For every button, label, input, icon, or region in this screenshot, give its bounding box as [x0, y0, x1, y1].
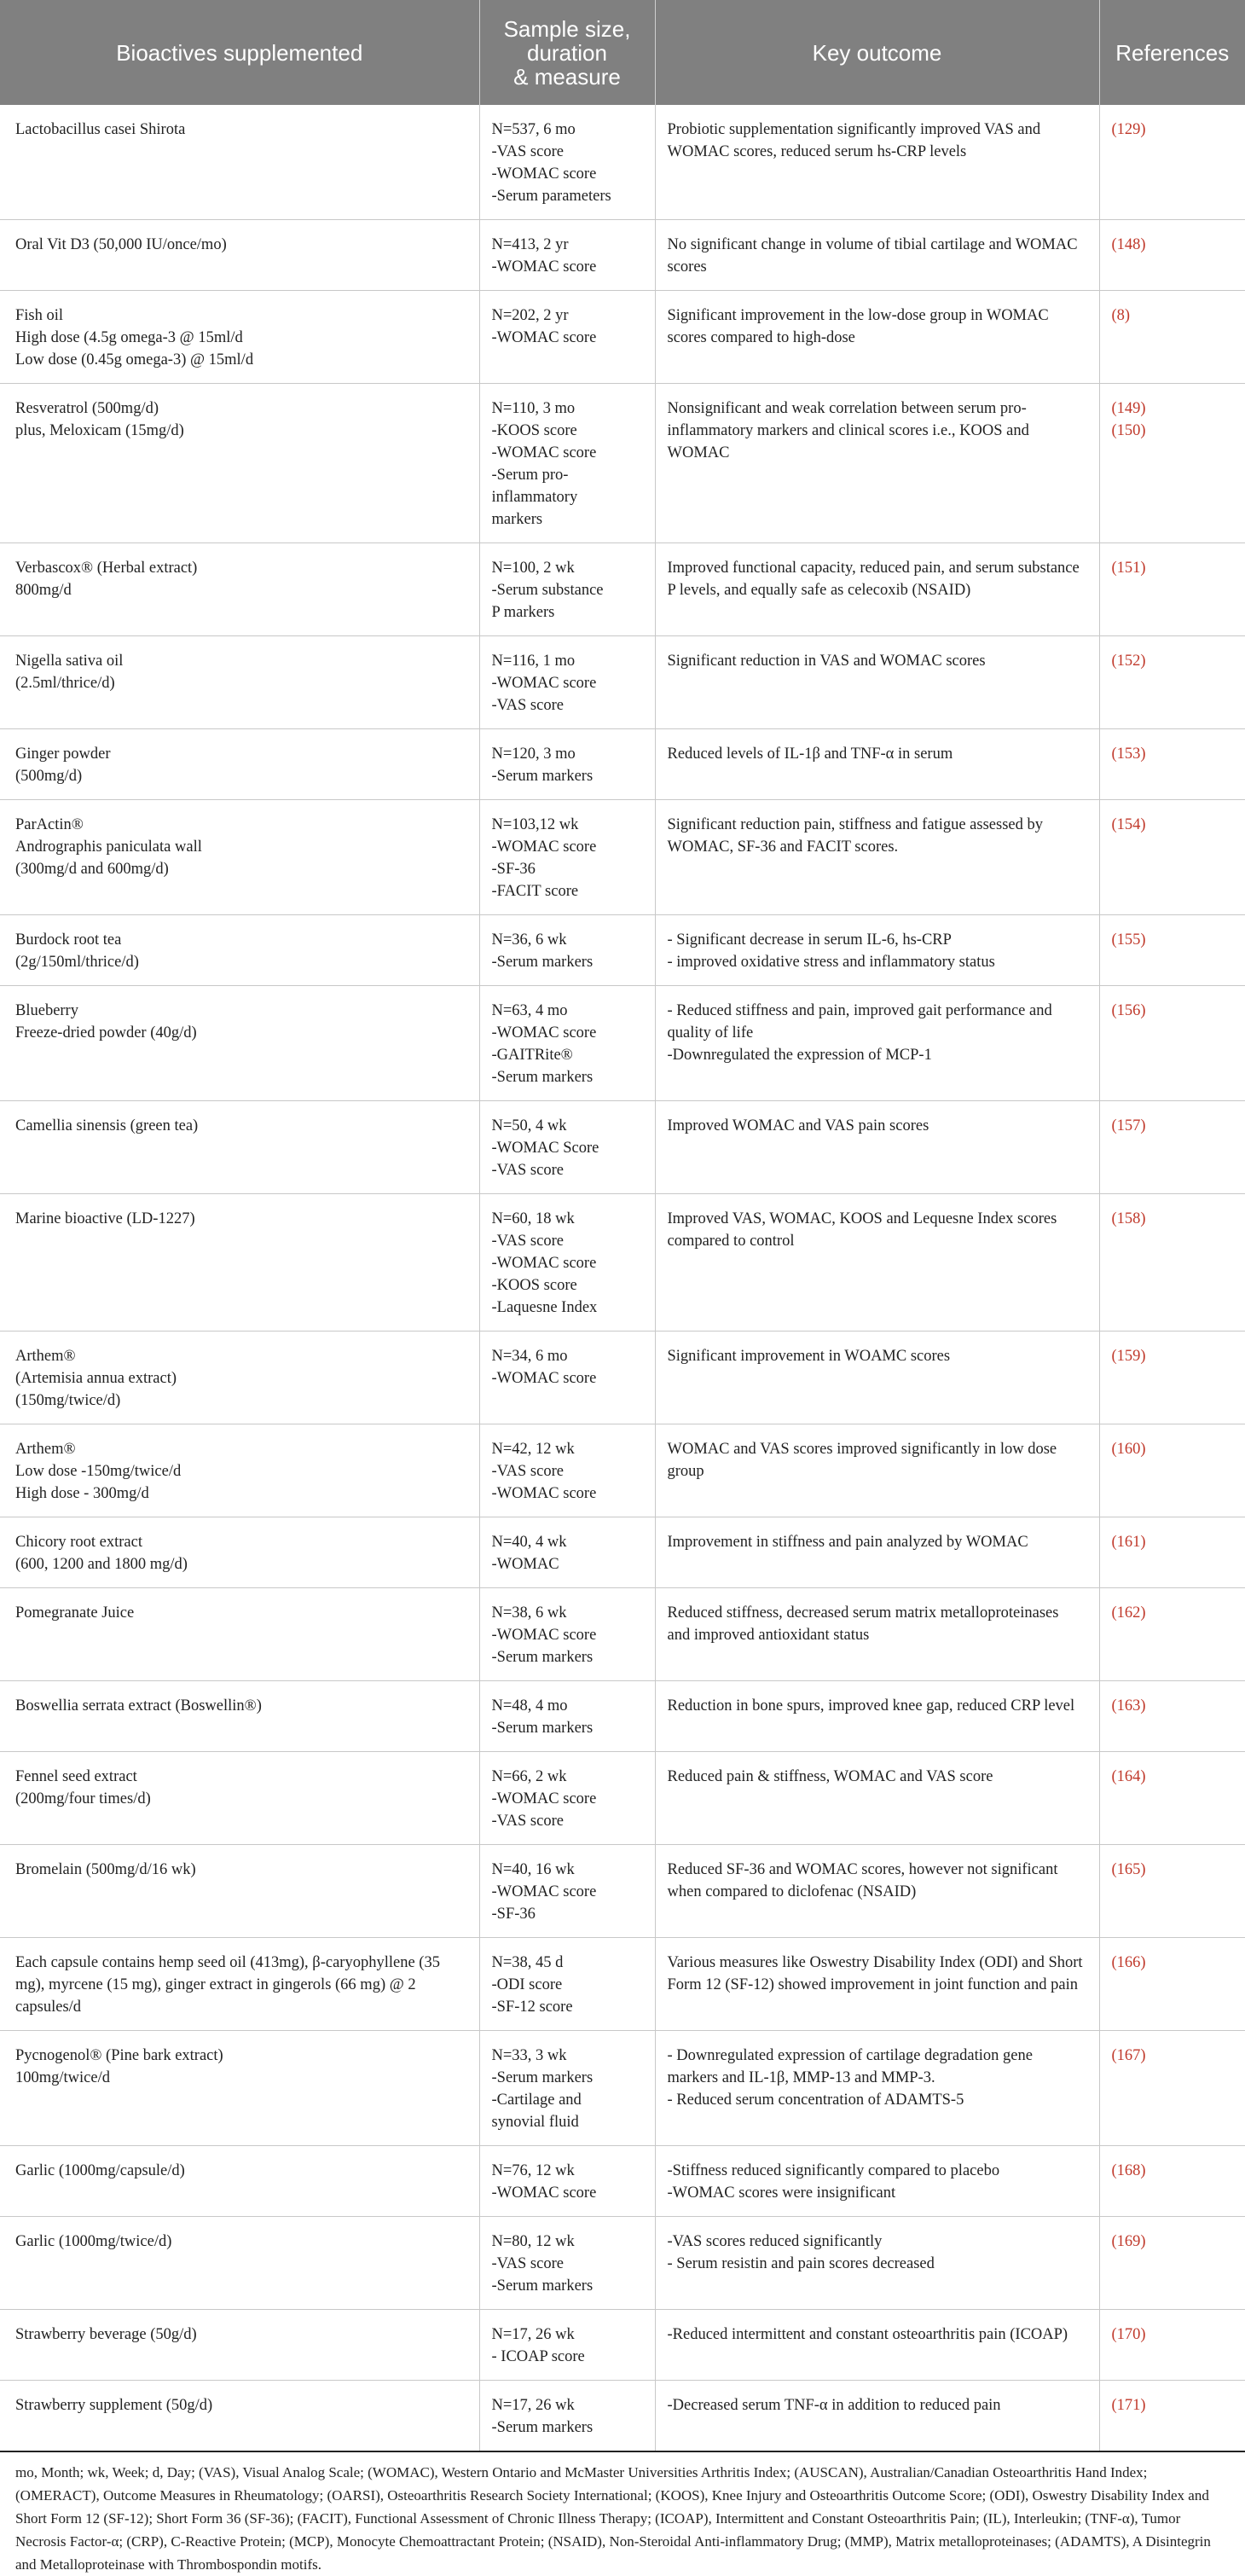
table-row [0, 2217, 1245, 2310]
table-row [0, 1752, 1245, 1845]
table-row [0, 384, 1245, 543]
outcome-cell: Reduced levels of IL-1β and TNF-α in serum [655, 729, 1099, 800]
outcome-cell: -VAS scores reduced significantly - Serum resistin and pain scores decreased [655, 2217, 1099, 2310]
sample-cell: N=50, 4 wk -WOMAC Score -VAS score [479, 1101, 655, 1194]
reference-link[interactable]: (161) [1099, 1517, 1245, 1588]
reference-link[interactable]: (168) [1099, 2146, 1245, 2217]
bioactive-cell: Each capsule contains hemp seed oil (413mg), β-caryophyllene (35 mg), myrcene (15 mg), ginger extract in gingerols (66 mg) @ 2 capsules/d [0, 1938, 479, 2031]
header-key-outcome: Key outcome [655, 0, 1099, 105]
outcome-cell: Nonsignificant and weak correlation between serum pro-inflammatory markers and clinical scores i.e., KOOS and WOMAC [655, 384, 1099, 543]
sample-cell: N=42, 12 wk -VAS score -WOMAC score [479, 1424, 655, 1517]
table-row [0, 729, 1245, 800]
sample-cell: N=36, 6 wk -Serum markers [479, 915, 655, 986]
bioactive-cell: Marine bioactive (LD-1227) [0, 1194, 479, 1332]
reference-link[interactable]: (152) [1099, 636, 1245, 729]
bioactive-cell: Garlic (1000mg/capsule/d) [0, 2146, 479, 2217]
bioactive-cell: Garlic (1000mg/twice/d) [0, 2217, 479, 2310]
table-body [0, 105, 1245, 2451]
bioactive-cell: Oral Vit D3 (50,000 IU/once/mo) [0, 220, 479, 291]
reference-link[interactable]: (169) [1099, 2217, 1245, 2310]
reference-link[interactable]: (162) [1099, 1588, 1245, 1681]
outcome-cell: - Significant decrease in serum IL-6, hs-CRP - improved oxidative stress and inflammatory status [655, 915, 1099, 986]
bioactive-cell: Pomegranate Juice [0, 1588, 479, 1681]
table-row [0, 543, 1245, 636]
sample-cell: N=202, 2 yr -WOMAC score [479, 291, 655, 384]
outcome-cell: - Downregulated expression of cartilage degradation gene markers and IL-1β, MMP-13 and MMP-3. - Reduced serum concentration of ADAMTS-5 [655, 2031, 1099, 2146]
outcome-cell: -Stiffness reduced significantly compared to placebo -WOMAC scores were insignificant [655, 2146, 1099, 2217]
bioactive-cell: Arthem® (Artemisia annua extract) (150mg/twice/d) [0, 1332, 479, 1424]
reference-link[interactable]: (129) [1111, 121, 1146, 138]
bioactive-cell: Nigella sativa oil (2.5ml/thrice/d) [0, 636, 479, 729]
sample-cell: N=537, 6 mo -VAS score -WOMAC score -Serum parameters [479, 105, 655, 220]
table-row [0, 1332, 1245, 1424]
sample-cell: N=116, 1 mo -WOMAC score -VAS score [479, 636, 655, 729]
table-row [0, 915, 1245, 986]
bioactive-cell: ParActin® Andrographis paniculata wall (300mg/d and 600mg/d) [0, 800, 479, 915]
reference-link[interactable]: (156) [1099, 986, 1245, 1101]
reference-link[interactable]: (160) [1099, 1424, 1245, 1517]
table-row [0, 2146, 1245, 2217]
outcome-cell: Reduced SF-36 and WOMAC scores, however not significant when compared to diclofenac (NSAID) [655, 1845, 1099, 1938]
reference-link[interactable]: (148) [1099, 220, 1245, 291]
outcome-cell: WOMAC and VAS scores improved significantly in low dose group [655, 1424, 1099, 1517]
table-row [0, 105, 1245, 220]
table-row [0, 2031, 1245, 2146]
bioactive-cell: Verbascox® (Herbal extract) 800mg/d [0, 543, 479, 636]
reference-link[interactable]: (171) [1099, 2381, 1245, 2452]
outcome-cell: Various measures like Oswestry Disability Index (ODI) and Short Form 12 (SF-12) showed improvement in joint function and pain [655, 1938, 1099, 2031]
outcome-cell: Improved VAS, WOMAC, KOOS and Lequesne Index scores compared to control [655, 1194, 1099, 1332]
sample-cell: N=413, 2 yr -WOMAC score [479, 220, 655, 291]
sample-cell: N=80, 12 wk -VAS score -Serum markers [479, 2217, 655, 2310]
header-sample-size: Sample size, duration & measure [479, 0, 655, 105]
outcome-cell: -Decreased serum TNF-α in addition to reduced pain [655, 2381, 1099, 2452]
outcome-cell: Improved functional capacity, reduced pain, and serum substance P levels, and equally safe as celecoxib (NSAID) [655, 543, 1099, 636]
outcome-cell: No significant change in volume of tibial cartilage and WOMAC scores [655, 220, 1099, 291]
bioactive-cell: Resveratrol (500mg/d) plus, Meloxicam (15mg/d) [0, 384, 479, 543]
bioactive-cell: Chicory root extract (600, 1200 and 1800 mg/d) [0, 1517, 479, 1588]
bioactive-cell: Bromelain (500mg/d/16 wk) [0, 1845, 479, 1938]
bioactive-cell: Pycnogenol® (Pine bark extract) 100mg/twice/d [0, 2031, 479, 2146]
bioactive-cell: Arthem® Low dose -150mg/twice/d High dose - 300mg/d [0, 1424, 479, 1517]
outcome-cell: Improved WOMAC and VAS pain scores [655, 1101, 1099, 1194]
sample-cell: N=66, 2 wk -WOMAC score -VAS score [479, 1752, 655, 1845]
table-row [0, 1517, 1245, 1588]
table-row [0, 291, 1245, 384]
table-row [0, 2381, 1245, 2452]
bioactive-cell: Camellia sinensis (green tea) [0, 1101, 479, 1194]
outcome-cell: Significant reduction pain, stiffness and fatigue assessed by WOMAC, SF-36 and FACIT scores. [655, 800, 1099, 915]
sample-cell: N=17, 26 wk -Serum markers [479, 2381, 655, 2452]
sample-cell: N=63, 4 mo -WOMAC score -GAITRite® -Serum markers [479, 986, 655, 1101]
reference-link[interactable]: (165) [1099, 1845, 1245, 1938]
outcome-cell: - Reduced stiffness and pain, improved gait performance and quality of life -Downregulated the expression of MCP-1 [655, 986, 1099, 1101]
sample-cell: N=103,12 wk -WOMAC score -SF-36 -FACIT score [479, 800, 655, 915]
table-row [0, 220, 1245, 291]
reference-link[interactable]: (149) (150) [1099, 384, 1245, 543]
sample-cell: N=33, 3 wk -Serum markers -Cartilage and synovial fluid [479, 2031, 655, 2146]
header-references: References [1099, 0, 1245, 105]
outcome-cell: Probiotic supplementation significantly improved VAS and WOMAC scores, reduced serum hs-CRP levels [655, 105, 1099, 220]
table-row [0, 986, 1245, 1101]
bioactive-cell: Burdock root tea (2g/150ml/thrice/d) [0, 915, 479, 986]
outcome-cell: Reduced stiffness, decreased serum matrix metalloproteinases and improved antioxidant status [655, 1588, 1099, 1681]
table-row [0, 800, 1245, 915]
reference-link[interactable]: (170) [1099, 2310, 1245, 2381]
outcome-cell: Reduced pain & stiffness, WOMAC and VAS score [655, 1752, 1099, 1845]
reference-link[interactable]: (166) [1099, 1938, 1245, 2031]
sample-cell: N=76, 12 wk -WOMAC score [479, 2146, 655, 2217]
reference-link[interactable]: (159) [1099, 1332, 1245, 1424]
outcome-cell: Significant improvement in WOAMC scores [655, 1332, 1099, 1424]
table-row [0, 2310, 1245, 2381]
bioactive-cell: Lactobacillus casei Shirota [0, 105, 479, 220]
table-row [0, 1681, 1245, 1752]
bioactive-cell: Strawberry beverage (50g/d) [0, 2310, 479, 2381]
table-row [0, 1938, 1245, 2031]
sample-cell: N=60, 18 wk -VAS score -WOMAC score -KOOS score -Laquesne Index [479, 1194, 655, 1332]
sample-cell: N=40, 4 wk -WOMAC [479, 1517, 655, 1588]
reference-link[interactable]: (164) [1099, 1752, 1245, 1845]
table-header [0, 0, 1245, 105]
table-row [0, 1845, 1245, 1938]
reference-link[interactable]: (8) [1099, 291, 1245, 384]
table-row [0, 1588, 1245, 1681]
sample-cell: N=48, 4 mo -Serum markers [479, 1681, 655, 1752]
outcome-cell: Significant reduction in VAS and WOMAC scores [655, 636, 1099, 729]
bioactive-cell: Fennel seed extract (200mg/four times/d) [0, 1752, 479, 1845]
bioactive-cell: Strawberry supplement (50g/d) [0, 2381, 479, 2452]
reference-link[interactable]: (157) [1099, 1101, 1245, 1194]
sample-cell: N=38, 6 wk -WOMAC score -Serum markers [479, 1588, 655, 1681]
reference-link[interactable]: (158) [1099, 1194, 1245, 1332]
header-bioactives: Bioactives supplemented [0, 0, 479, 105]
sample-cell: N=40, 16 wk -WOMAC score -SF-36 [479, 1845, 655, 1938]
reference-link[interactable]: (163) [1099, 1681, 1245, 1752]
table-footnote: mo, Month; wk, Week; d, Day; (VAS), Visual Analog Scale; (WOMAC), Western Ontario and McMaster Universities Arthritis Index; (AUSCAN), Australian/Canadian Osteoarthritis Hand Index; (OMERACT), Outcome Measures in Rheumatology; (OARSI), Osteoarthritis Research Society International; (KOOS), Knee Injury and Osteoarthritis Outcome Score; (ODI), Oswestry Disability Index and Short Form 12 (SF-12); Short Form 36 (SF-36); (FACIT), Functional Assessment of Chronic Illness Therapy; (ICOAP), Intermittent and Constant Osteoarthritis Pain; (IL), Interleukin; (TNF-α), Tumor Necrosis Factor-α; (CRP), C-Reactive Protein; (MCP), Monocyte Chemoattractant Protein; (NSAID), Non-Steroidal Anti-inflammatory Drug; (MMP), Matrix metalloproteinases; (ADAMTS), A Disintegrin and Metalloproteinase with Thrombospondin motifs. [15, 2464, 1211, 2573]
sample-cell: N=17, 26 wk - ICOAP score [479, 2310, 655, 2381]
outcome-cell: -Reduced intermittent and constant osteoarthritis pain (ICOAP) [655, 2310, 1099, 2381]
sample-cell: N=34, 6 mo -WOMAC score [479, 1332, 655, 1424]
reference-link[interactable]: (154) [1099, 800, 1245, 915]
outcome-cell: Improvement in stiffness and pain analyzed by WOMAC [655, 1517, 1099, 1588]
table-row [0, 1194, 1245, 1332]
sample-cell: N=100, 2 wk -Serum substance P markers [479, 543, 655, 636]
bioactive-cell: Blueberry Freeze-dried powder (40g/d) [0, 986, 479, 1101]
sample-cell: N=110, 3 mo -KOOS score -WOMAC score -Serum pro- inflammatory markers [479, 384, 655, 543]
reference-link[interactable]: (153) [1099, 729, 1245, 800]
reference-link[interactable]: (151) [1099, 543, 1245, 636]
outcome-cell: Significant improvement in the low-dose group in WOMAC scores compared to high-dose [655, 291, 1099, 384]
bioactive-cell: Fish oil High dose (4.5g omega-3 @ 15ml/d Low dose (0.45g omega-3) @ 15ml/d [0, 291, 479, 384]
sample-cell: N=120, 3 mo -Serum markers [479, 729, 655, 800]
reference-link[interactable]: (167) [1099, 2031, 1245, 2146]
table-row [0, 636, 1245, 729]
bioactive-cell: Ginger powder (500mg/d) [0, 729, 479, 800]
table-row [0, 1101, 1245, 1194]
sample-cell: N=38, 45 d -ODI score -SF-12 score [479, 1938, 655, 2031]
bioactive-cell: Boswellia serrata extract (Boswellin®) [0, 1681, 479, 1752]
outcome-cell: Reduction in bone spurs, improved knee gap, reduced CRP level [655, 1681, 1099, 1752]
table-row [0, 1424, 1245, 1517]
reference-link[interactable]: (155) [1099, 915, 1245, 986]
